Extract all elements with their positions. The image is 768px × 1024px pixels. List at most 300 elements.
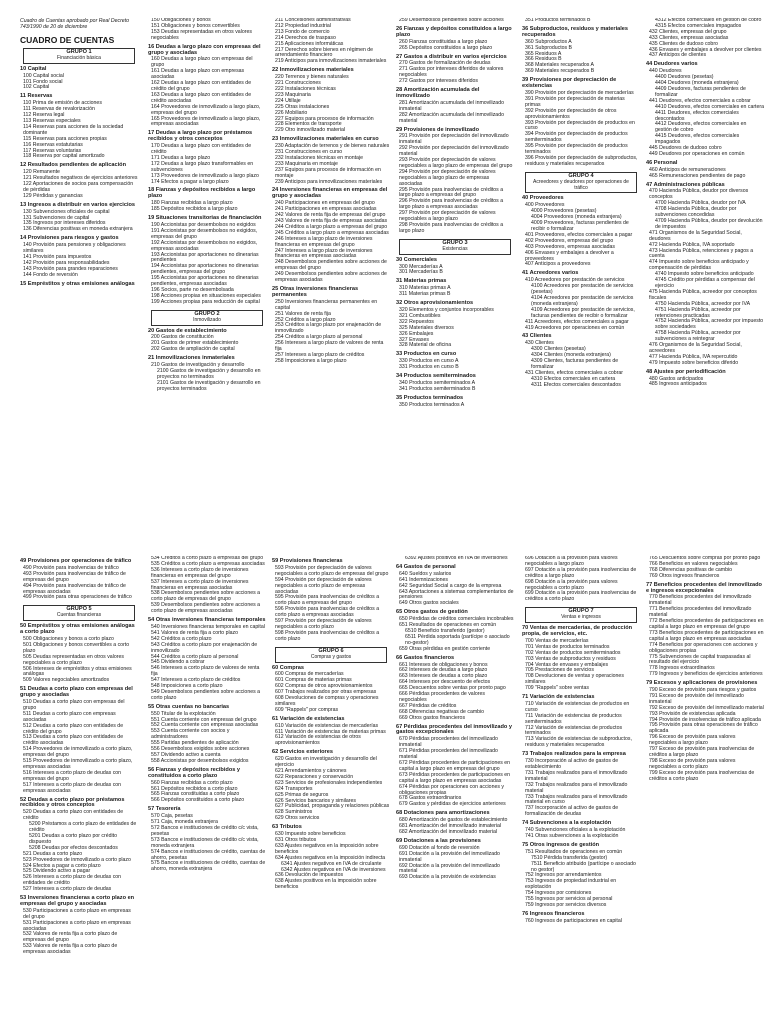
account-item: 393 Provisión por depreciación de productos en curso bbox=[525, 119, 635, 132]
account-item: 514 Proveedores de inmovilizado a corto plazo, empresas del grupo bbox=[23, 746, 133, 759]
account-item: 440 Deudores bbox=[649, 68, 682, 75]
account-section: 74 Subvenciones a la explotación bbox=[522, 820, 612, 827]
account-section: 31 Materias primas bbox=[396, 278, 447, 285]
account-item: 732 Trabajos realizados para el inmovilizado material bbox=[525, 781, 628, 794]
account-item: 691 Dotación a la provisión del inmovilizado inmaterial bbox=[399, 850, 500, 863]
account-item: 560 Fianzas recibidas a corto plazo bbox=[151, 779, 233, 786]
account-item: 115 Reservas para acciones propias bbox=[23, 135, 107, 142]
account-item: 543 Créditos a corto plazo por enajenación de inmovilizado bbox=[151, 641, 258, 654]
account-item: 174 Efectos a pagar a largo plazo bbox=[151, 178, 229, 185]
account-item: 331 Productos en curso B bbox=[399, 364, 459, 371]
account-item: 659 Otras pérdidas en gestión corriente bbox=[399, 645, 491, 652]
account-item: 552 Cuenta corriente con empresas asociadas bbox=[151, 722, 259, 729]
account-item: 165 Proveedores de inmovilizado a largo plazo, empresas asociadas bbox=[151, 115, 261, 128]
account-item: 164 Proveedores de inmovilizado a largo plazo, empresas del grupo bbox=[151, 103, 261, 116]
account-item: 295 Provisión para insolvencias de créditos a largo plazo a empresas del grupo bbox=[399, 186, 504, 199]
account-section: 65 Otros gastos de gestión bbox=[396, 609, 468, 616]
account-item: 198 Acciones propias en situaciones especiales bbox=[151, 292, 261, 299]
account-item: 769 Otros ingresos financieros bbox=[649, 572, 720, 579]
account-item: 406 Envases y embalajes a devolver a proveedores bbox=[525, 249, 614, 262]
account-item: 712 Variación de existencias de productos terminados bbox=[525, 724, 623, 737]
account-section: 61 Variación de existencias bbox=[272, 715, 345, 722]
account-item: 436 Envases y embalajes a devolver por clientes bbox=[649, 46, 762, 53]
account-item: 480 Gastos anticipados bbox=[649, 375, 704, 382]
account-item: 228 Elementos de transporte bbox=[275, 121, 342, 128]
account-item: 368 Materiales recuperados A bbox=[525, 62, 594, 69]
account-item: 549 Desembolsos pendientes sobre acciones a corto plazo bbox=[151, 688, 261, 701]
account-subitem: 4104 Acreedores por prestación de servicios (moneda extranjera) bbox=[531, 294, 634, 307]
account-item: 510 Deudas a corto plazo con empresas del grupo bbox=[23, 699, 125, 711]
account-item: 163 Deudas a largo plazo con entidades de crédito asociadas bbox=[151, 91, 252, 104]
account-item: 260 Fianzas constituidas a largo plazo bbox=[399, 38, 488, 45]
top-column-6 bbox=[646, 18, 764, 548]
group-subtitle: Financiación básica bbox=[57, 54, 101, 61]
account-item: 244 Créditos a largo plazo a empresas del grupo bbox=[275, 223, 388, 230]
account-subitem: 7511 Beneficio atribuido (partícipe o asociado no gestor) bbox=[531, 860, 636, 873]
account-item: 682 Amortización del inmovilizado material bbox=[399, 828, 498, 835]
group-title: GRUPO 2 bbox=[194, 310, 220, 317]
account-section: 28 Amortización acumulada del inmovilizado bbox=[396, 87, 480, 99]
group-subtitle: Cuentas financieras bbox=[56, 612, 102, 619]
account-item: 360 Subproductos A bbox=[525, 38, 572, 45]
account-item: 710 Variación de existencias de productos en curso bbox=[525, 700, 630, 713]
account-subitem: 2100 Gastos de investigación y desarrollo en proyectos no terminados bbox=[157, 367, 261, 380]
account-item: 527 Intereses a corto plazo de deudas bbox=[23, 886, 112, 893]
account-item: 402 Proveedores, empresas del grupo bbox=[525, 237, 614, 244]
account-subitem: 4000 Proveedores (pesetas) bbox=[531, 208, 597, 215]
account-subitem: 5200 Préstamos a corto plazo de entidades de crédito bbox=[29, 821, 137, 834]
group-title: GRUPO 4 bbox=[568, 172, 594, 179]
account-item: 596 Provisión para insolvencias de créditos a corto plazo a empresas asociadas bbox=[275, 606, 380, 619]
account-item: 629 Otros servicios bbox=[275, 815, 320, 822]
account-item: 651 Resultados de operaciones en común bbox=[399, 622, 497, 629]
account-item: 602 Compras de otros aprovisionamientos bbox=[275, 683, 373, 690]
account-item: 122 Aportaciones de socios para compensación de pérdidas bbox=[23, 181, 134, 193]
account-item: 622 Reparaciones y conservación bbox=[275, 773, 354, 780]
group-header bbox=[23, 605, 135, 621]
account-item: 445 Deudores de dudoso cobro bbox=[649, 145, 722, 152]
account-item: 558 Accionistas por desembolsos exigidos bbox=[151, 757, 249, 764]
group-title: GRUPO 6 bbox=[318, 647, 344, 654]
account-item: 143 Provisión para grandes reparaciones bbox=[23, 265, 118, 272]
account-item: 243 Valores de renta fija de empresas asociadas bbox=[275, 218, 388, 224]
account-item: 196 Socios, parte no desembolsada bbox=[151, 286, 234, 293]
account-item: 627 Publicidad, propaganda y relaciones públicas bbox=[275, 803, 390, 810]
account-item: 256 Intereses a largo plazo de valores de renta fija bbox=[275, 340, 384, 353]
account-item: 701 Ventas de productos terminados bbox=[525, 643, 610, 650]
account-item: 249 Desembolsos pendientes sobre acciones de empresas asociadas bbox=[275, 271, 387, 284]
account-item: 594 Provisión por depreciación de valores negociables a corto plazo de empresas asociadas bbox=[275, 576, 372, 595]
account-item: 766 Beneficios en valores negociables bbox=[649, 560, 738, 567]
account-item: 741 Otras subvenciones a la explotación bbox=[525, 832, 619, 839]
group-title: GRUPO 1 bbox=[66, 48, 92, 55]
account-item: 636 Devolución de impuestos bbox=[275, 872, 344, 879]
account-item: 547 Intereses a corto plazo de créditos bbox=[151, 677, 241, 684]
group-title: GRUPO 7 bbox=[568, 608, 594, 615]
account-item: 430 Clientes bbox=[525, 340, 554, 347]
account-item: 541 Valores de renta fija a corto plazo bbox=[151, 629, 238, 636]
account-item: 692 Dotación a la provisión del inmovilizado material bbox=[399, 862, 500, 875]
account-item: 432 Clientes, empresas del grupo bbox=[649, 28, 727, 35]
account-item: 574 Bancos e instituciones de crédito, cuentas de ahorro, pesetas bbox=[151, 848, 266, 861]
account-item: 194 Accionistas por aportaciones no dinerarias pendientes, empresas del grupo bbox=[151, 263, 259, 276]
account-item: 252 Créditos a largo plazo bbox=[275, 316, 336, 323]
account-section: 35 Productos terminados bbox=[396, 394, 464, 401]
account-item: 752 Ingresos por arrendamientos bbox=[525, 872, 602, 879]
account-section: 69 Dotaciones a las provisiones bbox=[396, 837, 481, 844]
account-item: 493 Provisión para insolvencias de tráfico de empresas del grupo bbox=[23, 570, 126, 583]
account-subitem: 4410 Deudores, efectos comerciales en cartera bbox=[655, 103, 764, 110]
account-subitem: 7510 Pérdida transferida (gestor) bbox=[531, 854, 608, 861]
account-item: 667 Pérdidas de créditos bbox=[399, 702, 457, 709]
account-item: 239 Anticipos para inmovilizaciones materiales bbox=[275, 178, 383, 185]
account-item: 730 Incorporación al activo de gastos de establecimiento bbox=[525, 758, 619, 770]
account-item: 465 Remuneraciones pendientes de pago bbox=[649, 172, 746, 179]
top-column-3 bbox=[272, 18, 390, 548]
account-item: 241 Participaciones en empresas asociadas bbox=[275, 206, 377, 213]
account-section: 71 Variación de existencias bbox=[522, 694, 595, 701]
account-item: 410 Acreedores por prestación de servicios bbox=[525, 277, 625, 284]
account-section: 56 Fianzas y depósitos recibidos y constituidos a corto plazo bbox=[148, 766, 241, 779]
account-item: 142 Provisión para responsabilidades bbox=[23, 259, 110, 266]
account-item: 259 Desembolsos pendientes sobre acciones bbox=[399, 18, 504, 23]
account-item: 441 Deudores, efectos comerciales a cobrar bbox=[649, 97, 751, 104]
account-item: 740 Subvenciones oficiales a la explotación bbox=[525, 827, 626, 834]
account-item: 237 Equipos para procesos de información en montaje bbox=[275, 166, 381, 179]
account-subitem: 4709 Hacienda Pública, deudor por devolución de impuestos bbox=[655, 218, 763, 230]
account-item: 705 Prestaciones de servicios bbox=[525, 667, 594, 674]
account-subitem: 4745 Crédito por pérdidas a compensar del ejercicio bbox=[655, 277, 755, 289]
account-item: 620 Gastos en investigación y desarrollo del ejercicio bbox=[275, 756, 377, 769]
account-subitem: 4315 Efectos comerciales impagados bbox=[655, 22, 742, 29]
account-item: 140 Provisión para pensiones y obligaciones similares bbox=[23, 242, 126, 255]
account-subitem: 4400 Deudores (pesetas) bbox=[655, 74, 714, 81]
account-item: 173 Proveedores de inmovilizado a largo plazo bbox=[151, 172, 259, 179]
account-item: 570 Caja, pesetas bbox=[151, 813, 193, 820]
account-item: 731 Trabajos realizados para el inmovilizado inmaterial bbox=[525, 769, 628, 782]
account-item: 640 Sueldos y salarios bbox=[399, 570, 452, 577]
account-item: 117 Reservas voluntarias bbox=[23, 147, 82, 154]
account-item: 300 Mercaderías A bbox=[399, 263, 443, 270]
account-subitem: 4304 Clientes (moneda extranjera) bbox=[531, 352, 611, 359]
account-item: 202 Gastos de ampliación de capital bbox=[151, 346, 235, 353]
group-subtitle: Inmovilizado bbox=[193, 316, 221, 323]
account-item: 797 Exceso de provisión para insolvencias de créditos a largo plazo bbox=[649, 746, 755, 758]
group-subtitle: Ventas e ingresos bbox=[561, 614, 601, 621]
account-item: 233 Maquinaria en montaje bbox=[275, 160, 338, 167]
group-header bbox=[399, 239, 511, 255]
account-section: 23 Inmovilizaciones materiales en curso bbox=[272, 136, 379, 143]
account-item: 698 Dotación a la provisión para valores negociables a corto plazo bbox=[525, 578, 618, 591]
account-item: 610 Variación de existencias de mercaderías bbox=[275, 722, 379, 729]
account-item: 708 Devoluciones de ventas y operaciones similares bbox=[525, 673, 624, 686]
account-item: 369 Materiales recuperados B bbox=[525, 68, 595, 75]
account-item: 535 Créditos a corto plazo a empresas asociadas bbox=[151, 560, 265, 567]
account-item: 792 Exceso de provisión del inmovilizado material bbox=[649, 704, 764, 711]
account-item: 101 Fondo social bbox=[23, 78, 63, 85]
account-item: 460 Anticipos de remuneraciones bbox=[649, 166, 726, 173]
account-item: 419 Acreedores por operaciones en común bbox=[525, 324, 625, 331]
account-section: 10 Capital bbox=[20, 65, 47, 72]
account-item: 219 Anticipos para inmovilizaciones inmateriales bbox=[275, 58, 387, 65]
account-item: 799 Exceso de provisión para insolvencias de créditos a corto plazo bbox=[649, 769, 755, 782]
account-section: 62 Servicios exteriores bbox=[272, 749, 333, 756]
account-item: 294 Provisión por depreciación de valores negociables a largo plazo de empresas asociadas bbox=[399, 168, 496, 187]
account-section: 46 Personal bbox=[646, 159, 678, 166]
account-section: 60 Compras bbox=[272, 664, 305, 671]
account-section: 48 Ajustes por periodificación bbox=[646, 368, 726, 375]
account-item: 540 Inversiones financieras temporales en capital bbox=[151, 623, 265, 630]
account-item: 230 Adaptación de terrenos y de bienes naturales bbox=[275, 143, 390, 150]
account-section: 40 Proveedores bbox=[522, 195, 564, 202]
account-section: 19 Situaciones transitorias de financiación bbox=[148, 215, 262, 222]
account-item: 680 Amortización de gastos de establecimiento bbox=[399, 817, 508, 824]
account-item: 753 Ingresos de propiedad industrial en explotación bbox=[525, 878, 617, 891]
account-subitem: 4310 Efectos comerciales en cartera bbox=[531, 375, 616, 382]
account-item: 153 Deudas representadas en otros valores negociables bbox=[151, 28, 252, 41]
account-item: 282 Amortización acumulada del inmovilizado material bbox=[399, 111, 504, 124]
account-item: 172 Deudas a largo plazo transformables en subvenciones bbox=[151, 160, 254, 173]
group-header bbox=[525, 172, 637, 194]
group-subtitle: Existencias bbox=[442, 245, 468, 252]
account-item: 490 Provisión para insolvencias de tráfico bbox=[23, 564, 119, 571]
group-title: GRUPO 3 bbox=[442, 239, 468, 246]
account-item: 608 Devoluciones de compras y operaciones similares bbox=[275, 695, 379, 707]
account-item: 625 Primas de seguros bbox=[275, 791, 329, 798]
account-item: 213 Fondo de comercio bbox=[275, 28, 330, 35]
account-item: 328 Material de oficina bbox=[399, 342, 452, 349]
account-section: 24 Inversiones financieras en empresas del grupo y asociadas bbox=[272, 187, 388, 200]
account-item: 674 Pérdidas por operaciones con acciones y obligaciones propias bbox=[399, 783, 504, 796]
account-item: 291 Provisión por depreciación del inmovilizado inmaterial bbox=[399, 133, 509, 146]
account-item: 538 Desembolsos pendientes sobre acciones a corto plazo de empresas del grupo bbox=[151, 590, 261, 603]
account-item: 669 Otros gastos financieros bbox=[399, 714, 466, 721]
account-subitem: 4708 Hacienda Pública, deudor por subvenciones concedidas bbox=[655, 206, 737, 219]
account-subitem: 4415 Deudores, efectos comerciales impagados bbox=[655, 133, 740, 146]
account-section: 64 Gastos de personal bbox=[396, 563, 456, 570]
account-item: 593 Provisión por depreciación de valores negociables a corto plazo de empresas del grupo bbox=[275, 564, 389, 577]
account-item: 200 Gastos de constitución bbox=[151, 334, 214, 341]
account-item: 650 Pérdidas de créditos comerciales incobrables bbox=[399, 616, 514, 623]
account-item: 768 Diferencias positivas de cambio bbox=[649, 566, 733, 573]
account-item: 225 Otras instalaciones bbox=[275, 103, 330, 110]
account-section: 54 Otras inversiones financieras temporales bbox=[148, 617, 266, 624]
account-item: 545 Dividendo a cobrar bbox=[151, 659, 205, 666]
bottom-column-6 bbox=[646, 556, 764, 1022]
account-item: 642 Seguridad Social a cargo de la empresa bbox=[399, 582, 502, 589]
account-item: 612 Variación de existencias de otros aprovisionamientos bbox=[275, 734, 361, 747]
account-item: 755 Ingresos por servicios al personal bbox=[525, 896, 613, 903]
account-section: 20 Gastos de establecimiento bbox=[148, 327, 227, 334]
account-item: 340 Productos semiterminados A bbox=[399, 379, 476, 386]
account-item: 366 Residuos B bbox=[525, 56, 562, 63]
account-section: 59 Provisiones financieras bbox=[272, 558, 343, 564]
group-header bbox=[525, 607, 637, 623]
account-item: 162 Deudas a largo plazo con entidades de crédito del grupo bbox=[151, 80, 252, 92]
account-item: 144 Fondo de reversión bbox=[23, 271, 78, 278]
account-item: 211 Concesiones administrativas bbox=[275, 18, 351, 23]
account-section: 16 Deudas a largo plazo con empresas del grupo y asociadas bbox=[148, 43, 261, 56]
account-item: 520 Deudas a corto plazo con entidades de crédito bbox=[23, 809, 124, 822]
group-subtitle: Compras y gastos bbox=[310, 653, 352, 660]
account-item: 130 Subvenciones oficiales de capital bbox=[23, 208, 110, 215]
account-item: 229 Otro inmovilizado material bbox=[275, 127, 346, 134]
account-item: 171 Deudas a largo plazo bbox=[151, 154, 211, 161]
account-item: 390 Provisión por depreciación de mercaderías bbox=[525, 89, 634, 96]
account-section: 51 Deudas a corto plazo con empresas del grupo y asociadas bbox=[20, 686, 133, 699]
account-subitem: 4109 Acreedores por prestación de servicios, facturas pendientes de recibir o formalizar bbox=[531, 306, 635, 319]
account-section: 43 Clientes bbox=[522, 333, 552, 340]
bottom-column-1 bbox=[20, 556, 138, 1022]
account-item: 180 Fianzas recibidas a largo plazo bbox=[151, 200, 233, 207]
account-section: 14 Provisiones para riesgos y gastos bbox=[20, 235, 119, 242]
account-item: 702 Ventas de productos semiterminados bbox=[525, 649, 621, 656]
account-item: 548 Imposiciones a corto plazo bbox=[151, 683, 223, 690]
account-item: 607 Trabajos realizados por otras empresas bbox=[275, 689, 377, 696]
account-section: 41 Acreedores varios bbox=[522, 270, 579, 277]
account-item: 330 Productos en curso A bbox=[399, 358, 459, 365]
account-item: 561 Depósitos recibidos a corto plazo bbox=[151, 785, 238, 792]
account-item: 536 Intereses a corto plazo de inversiones financieras en empresas del grupo bbox=[151, 566, 249, 579]
account-section: 66 Gastos financieros bbox=[396, 654, 455, 661]
account-item: 271 Gastos por intereses diferidos de valores negociables bbox=[399, 66, 504, 79]
account-item: 501 Obligaciones y bonos convertibles a corto plazo bbox=[23, 641, 130, 654]
account-item: 754 Ingresos por comisiones bbox=[525, 890, 592, 897]
account-item: 649 Otros gastos sociales bbox=[399, 600, 459, 607]
account-item: 350 Productos terminados A bbox=[399, 401, 465, 408]
account-item: 696 Dotación a la provisión para valores negociables a largo plazo bbox=[525, 556, 618, 567]
account-item: 131 Subvenciones de capital bbox=[23, 214, 90, 221]
account-item: 102 Capital bbox=[23, 84, 50, 91]
account-item: 161 Deudas a largo plazo con empresas asociadas bbox=[151, 68, 245, 81]
account-item: 546 Intereses a corto plazo de valores de renta fija bbox=[151, 665, 260, 678]
account-item: 395 Provisión por depreciación de productos terminados bbox=[525, 143, 628, 156]
account-item: 624 Transportes bbox=[275, 785, 313, 792]
account-item: 400 Proveedores bbox=[525, 202, 565, 209]
account-subitem: 4758 Hacienda Pública, acreedor por subvenciones a reintegrar bbox=[655, 330, 741, 343]
account-item: 212 Propiedad industrial bbox=[275, 22, 331, 29]
account-section: 77 Beneficios procedentes del inmovilizado e ingresos excepcionales bbox=[646, 581, 762, 594]
account-subitem: 5201 Deudas a corto plazo por crédito dispuesto bbox=[29, 832, 117, 845]
account-item: 509 Valores negociables amortizados bbox=[23, 677, 110, 684]
account-item: 555 Partidas pendientes de aplicación bbox=[151, 740, 239, 747]
account-item: 565 Fianzas constituidas a corto plazo bbox=[151, 791, 240, 798]
account-section: 17 Deudas a largo plazo por préstamos recibidos y otros conceptos bbox=[148, 130, 253, 143]
account-section: 57 Tesorería bbox=[148, 806, 181, 813]
account-item: 321 Combustibles bbox=[399, 312, 441, 319]
account-item: 192 Accionistas por desembolsos no exigidos, empresas asociadas bbox=[151, 239, 258, 252]
account-subitem: 4409 Deudores, facturas pendientes de formalizar bbox=[655, 85, 746, 98]
group-header bbox=[151, 310, 263, 326]
account-item: 292 Provisión por depreciación del inmovilizado material bbox=[399, 145, 509, 158]
account-item: 150 Obligaciones y bonos bbox=[151, 18, 211, 23]
account-item: 293 Provisión por depreciación de valores negociables a largo plazo de empresas del grupo bbox=[399, 157, 513, 169]
account-item: 532 Valores de renta fija a corto plazo de empresas del grupo bbox=[23, 931, 118, 944]
account-item: 571 Caja, moneda extranjera bbox=[151, 819, 218, 826]
account-item: 477 Hacienda Pública, IVA repercutido bbox=[649, 353, 738, 360]
account-item: 661 Intereses de obligaciones y bonos bbox=[399, 661, 488, 668]
account-item: 798 Exceso de provisión para valores negociables a corto plazo bbox=[649, 757, 736, 770]
account-item: 791 Exceso de provisión del inmovilizado inmaterial bbox=[649, 692, 744, 705]
account-item: 542 Créditos a corto plazo bbox=[151, 635, 212, 642]
account-item: 516 Intereses a corto plazo de deudas con empresas del grupo bbox=[23, 769, 122, 782]
account-item: 250 Inversiones financieras permanentes en capital bbox=[275, 298, 378, 311]
account-item: 245 Créditos a largo plazo a empresas asociadas bbox=[275, 229, 389, 236]
account-item: 765 Descuentos sobre compras por pronto pago bbox=[649, 556, 761, 561]
account-section: 34 Productos semiterminados bbox=[396, 373, 476, 380]
account-item: 759 Ingresos por servicios diversos bbox=[525, 901, 607, 908]
account-item: 136 Diferencias positivas en moneda extranjera bbox=[23, 226, 133, 233]
account-item: 572 Bancos e instituciones de crédito c/c vista, pesetas bbox=[151, 824, 259, 837]
top-column-4 bbox=[396, 18, 514, 548]
account-item: 760 Ingresos de participaciones en capital bbox=[525, 917, 622, 924]
account-item: 793 Provisión de existencias aplicada bbox=[649, 710, 736, 717]
account-section: 25 Otras inversiones financieras permanentes bbox=[272, 285, 359, 298]
account-item: 573 Bancos e instituciones de crédito c/c vista, moneda extranjera bbox=[151, 836, 259, 849]
account-item: 598 Provisión para insolvencias de créditos a corto plazo bbox=[275, 629, 380, 642]
account-item: 257 Intereses a largo plazo de créditos bbox=[275, 351, 365, 358]
account-section: 39 Provisiones por depreciación de existencias bbox=[522, 77, 617, 90]
account-item: 479 Impuesto sobre beneficios diferido bbox=[649, 359, 739, 366]
account-item: 240 Participaciones en empresas del grupo bbox=[275, 200, 375, 207]
account-subitem: 4004 Proveedores (moneda extranjera) bbox=[531, 214, 622, 221]
account-item: 325 Materiales diversos bbox=[399, 324, 454, 331]
account-item: 663 Intereses de deudas a corto plazo bbox=[399, 673, 488, 680]
account-section: 73 Trabajos realizados para la empresa bbox=[522, 751, 626, 758]
account-item: 242 Valores de renta fija de empresas del grupo bbox=[275, 212, 386, 219]
account-item: 100 Capital social bbox=[23, 72, 64, 79]
account-item: 227 Equipos para procesos de información bbox=[275, 115, 374, 122]
account-item: 170 Deudas a largo plazo con entidades de crédito bbox=[151, 143, 252, 156]
intro-note: Cuadro de Cuentas aprobado por Real Decreto 743/1990 de 20 de diciembre bbox=[20, 18, 130, 30]
account-item: 595 Provisión para insolvencias de créditos a corto plazo a empresas del grupo bbox=[275, 594, 380, 607]
top-column-1 bbox=[20, 18, 138, 548]
account-item: 515 Proveedores de inmovilizado a corto plazo, empresas asociadas bbox=[23, 758, 133, 770]
account-item: 697 Dotación a la provisión para insolvencias de créditos a largo plazo bbox=[525, 566, 637, 579]
account-section: 22 Inmovilizaciones materiales bbox=[272, 67, 354, 74]
account-item: 113 Reservas especiales bbox=[23, 117, 81, 124]
account-section: 32 Otros aprovisionamientos bbox=[396, 300, 474, 307]
account-subitem: 2101 Gastos de investigación y desarrollo en proyectos terminados bbox=[157, 379, 261, 392]
account-item: 341 Productos semiterminados B bbox=[399, 385, 476, 392]
account-item: 772 Beneficios procedentes de participaciones en capital a largo plazo en empresas del grupo bbox=[649, 618, 764, 630]
account-item: 121 Resultados negativos de ejercicios anteriores bbox=[23, 175, 138, 182]
group-subtitle: Acreedores y deudores por operaciones de tráfico bbox=[533, 178, 629, 191]
account-item: 473 Hacienda Pública, retenciones y pagos a cuenta bbox=[649, 247, 754, 260]
account-item: 494 Provisión para insolvencias de tráfico de empresas asociadas bbox=[23, 582, 126, 595]
account-item: 700 Ventas de mercaderías bbox=[525, 637, 589, 644]
account-section: 49 Provisiones por operaciones de tráfico bbox=[20, 558, 132, 564]
account-section: 76 Ingresos financieros bbox=[522, 910, 585, 917]
account-section: 29 Provisiones de inmovilizado bbox=[396, 126, 479, 133]
account-item: 796 Exceso de provisión para valores negociables a largo plazo bbox=[649, 734, 736, 747]
account-item: 437 Anticipos de clientes bbox=[649, 52, 707, 59]
bottom-column-2 bbox=[148, 556, 266, 1022]
account-item: 403 Proveedores, empresas asociadas bbox=[525, 243, 615, 250]
account-item: 470 Hacienda Pública, deudor por diversos conceptos bbox=[649, 188, 749, 201]
account-item: 320 Elementos y conjuntos incorporables bbox=[399, 306, 494, 313]
account-section: 47 Administraciones públicas bbox=[646, 181, 725, 188]
account-item: 703 Ventas de subproductos y residuos bbox=[525, 655, 616, 662]
document-title: CUADRO DE CUENTAS bbox=[20, 35, 115, 45]
account-item: 116 Reservas estatutarias bbox=[23, 141, 83, 148]
account-item: 790 Exceso de provisión para riesgos y gastos bbox=[649, 687, 757, 694]
account-item: 322 Repuestos bbox=[399, 318, 434, 325]
account-item: 633 Ajustes negativos en la imposición sobre beneficios bbox=[275, 842, 379, 855]
account-item: 621 Arrendamientos y cánones bbox=[275, 768, 347, 774]
account-item: 224 Utillaje bbox=[275, 97, 301, 104]
account-item: 392 Provisión por depreciación de otros aprovisionamientos bbox=[525, 107, 617, 120]
